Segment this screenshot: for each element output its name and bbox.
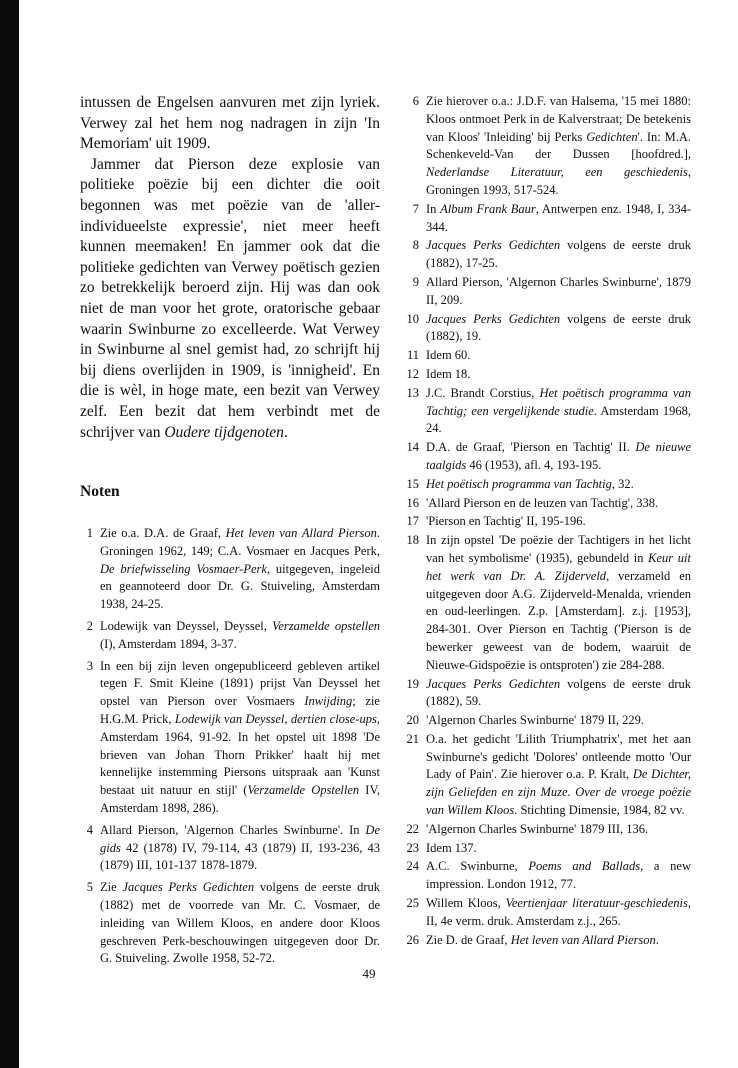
page-number: 49 <box>362 966 376 981</box>
text-run: 'Algernon Charles Swinburne' 1879 II, 229. <box>426 713 645 728</box>
italic-title: De briefwisseling Vosmaer-Perk <box>100 561 267 576</box>
italic-title: De nieuwe taalgids <box>426 440 691 472</box>
footnote-text <box>100 880 380 965</box>
footnote-number: 26 <box>406 932 419 947</box>
text-run: . <box>655 932 659 947</box>
text-run: . <box>283 423 288 441</box>
text-run: IV, Amsterdam 1898, 286). <box>100 783 380 816</box>
text-run: D.A. de Graaf, 'Pierson en Tachtig' II. <box>426 440 636 455</box>
footnote-text <box>426 477 634 491</box>
left-column <box>80 93 380 972</box>
footnote-25 <box>406 895 691 931</box>
footnote-5 <box>80 879 380 968</box>
text-run: Jammer dat Pierson deze explosie van politieke poëzie bij een dichter die ooit begonnen was met poëzie van de 'aller-individueelste expressie', niet meer heeft kunnen meemaken! En jammer ook dat die politieke gedichten van Verwey poëtisch gezien zo betrekkelijk beroerd zijn. Hij was dan ook niet de man voor het grote, oratorische gebaar waarin Swinburne zo excelleerde. Wat Verwey in Swinburne al snel gemist had, zo schrijft hij bij diens overlijden in 1909, is 'innigheid'. En die is wèl, in hoge mate, een bezit van Verwey zelf. Een bezit dat hem verbindt met de schrijver van <box>80 155 380 441</box>
notes-list-right <box>406 93 691 949</box>
text-run: 42 (1878) IV, 79-114, 43 (1879) II, 193-236, 43 (1879) III, 101-137 1878-1879. <box>100 840 380 873</box>
footnote-text <box>100 526 380 611</box>
italic-title: Album Frank Baur <box>440 201 536 216</box>
footnote-number: 8 <box>412 238 419 253</box>
text-run: J.C. Brandt Corstius, <box>426 385 540 400</box>
footnote-12 <box>406 366 691 384</box>
footnote-number: 3 <box>86 658 93 673</box>
text-run: , II, 4e verm. druk. Amsterdam z.j., 265. <box>426 896 691 928</box>
italic-title: Het leven van Allard Pierson <box>510 932 656 947</box>
italic-title: Jacques Perks Gedichten <box>426 238 561 253</box>
footnote-text <box>426 202 691 234</box>
footnote-text <box>426 822 648 836</box>
text-run: volgens de eerste druk (1882), 17-25. <box>426 238 691 271</box>
footnote-10 <box>406 311 691 347</box>
footnote-number: 4 <box>86 822 93 837</box>
footnote-number: 10 <box>406 311 419 326</box>
footnote-13 <box>406 385 691 438</box>
italic-title: Nederlandse Literatuur, een geschiedenis <box>426 165 688 180</box>
footnote-text <box>426 841 477 855</box>
text-run: ; zie H.G.M. Prick, <box>100 694 380 727</box>
italic-title: Jacques Perks Gedichten <box>122 880 255 895</box>
notes-list-left <box>80 525 380 968</box>
footnote-text <box>100 659 380 815</box>
italic-title: Inwijding <box>304 694 353 709</box>
footnote-text <box>426 312 691 344</box>
text-run: In een bij zijn leven ongepubliceerd gebleven artikel tegen F. Smit Kleine (1891) prijst Van Deyssel het opstel van Pierson over Vosmaers <box>100 658 380 709</box>
footnote-23 <box>406 840 691 858</box>
text-run: Idem 18. <box>426 366 471 381</box>
text-run: . Groningen 1962, 149; C.A. Vosmaer en Jacques Perk, <box>100 526 380 558</box>
footnote-number: 15 <box>406 476 419 491</box>
footnote-number: 17 <box>406 514 419 529</box>
footnote-text <box>426 896 691 928</box>
italic-title: Jacques Perks Gedichten <box>426 311 561 326</box>
italic-title: Jacques Perks Gedichten <box>426 676 561 691</box>
text-run: Allard Pierson, 'Algernon Charles Swinburne'. In <box>100 822 366 837</box>
body-text <box>80 93 380 443</box>
italic-title: Oudere tijdgenoten <box>164 423 284 441</box>
footnote-22 <box>406 821 691 839</box>
text-run: 46 (1953), afl. 4, 193-195. <box>466 457 602 472</box>
text-run: , a new impression. London 1912, 77. <box>426 859 691 892</box>
footnote-number: 11 <box>406 348 419 363</box>
footnote-text <box>426 533 691 672</box>
text-run: Lodewijk van Deyssel, Deyssel, <box>100 619 273 634</box>
text-run: . Stichting Dimensie, 1984, 82 vv. <box>514 803 685 818</box>
footnote-number: 5 <box>86 880 93 895</box>
text-run: , Groningen 1993, 517-524. <box>426 165 691 197</box>
text-run: (I), Amsterdam 1894, 3-37. <box>100 636 237 651</box>
footnote-17 <box>406 513 691 531</box>
footnote-8 <box>406 237 691 273</box>
body-paragraph-1 <box>80 93 380 155</box>
footnote-2 <box>80 618 380 654</box>
footnote-number: 23 <box>406 840 419 855</box>
right-column <box>406 93 691 950</box>
text-run: intussen de Engelsen aanvuren met zijn lyriek. Verwey zal het hem nog nadragen in zijn 'In Memoriam' uit 1909. <box>80 94 380 153</box>
text-run: volgens de eerste druk (1882) met de voorrede van Mr. C. Vosmaer, de inleiding van Willem Kloos, en andere door Kloos geschreven Perk-beschouwingen uitgegeven door Dr. G. Stuiveling. Zwolle 1958, 52-72. <box>100 880 380 966</box>
text-run: , verzameld en uitgegeven door A.G. Zijderveld-Menalda, vrienden en oud-leerlingen. Z.p. [Amsterdam]. z.j. [1953], 284-301. Over Pierson en Tachtig ('Pierson is de bewerker geweest van de bodem, waaruit de Nieuwe-Gidspoëzie is ontsproten') zie 284-288. <box>426 568 691 672</box>
footnote-number: 24 <box>406 859 419 874</box>
footnote-text <box>426 933 659 947</box>
footnote-number: 1 <box>86 526 93 541</box>
italic-title: Keur uit het werk van Dr. A. Zijderveld <box>426 550 692 583</box>
text-run: Zie <box>100 880 123 895</box>
notes-heading: Noten <box>80 483 120 501</box>
footnote-text <box>426 238 691 270</box>
footnote-19 <box>406 676 691 712</box>
footnote-9 <box>406 274 691 310</box>
text-run: . Amsterdam 1968, 24. <box>426 403 691 436</box>
italic-title: Het leven van Allard Pierson <box>225 526 377 541</box>
footnote-text <box>426 713 644 727</box>
footnote-18 <box>406 532 691 674</box>
italic-title: Veertienjaar literatuur-geschiedenis <box>505 896 688 911</box>
footnote-number: 21 <box>406 731 419 746</box>
footnote-number: 22 <box>406 821 419 836</box>
text-run: Idem 60. <box>426 348 471 363</box>
text-run: , Antwerpen enz. 1948, I, 334-344. <box>426 201 691 234</box>
italic-title: Verzamelde opstellen <box>272 619 380 634</box>
footnote-text <box>426 732 691 817</box>
text-run: 'Algernon Charles Swinburne' 1879 III, 136. <box>426 821 649 836</box>
footnote-text <box>426 94 691 197</box>
footnote-11 <box>406 347 691 365</box>
footnote-number: 12 <box>406 366 419 381</box>
footnote-text <box>426 386 691 436</box>
text-run: '. In: M.A. Schenkeveld-Van der Dussen [hoofdred.], <box>426 129 692 162</box>
text-run: O.a. het gedicht 'Lilith Triumphatrix', met het aan Swinburne's gedicht 'Dolores' ontleende motto 'Our Lady of Pain'. Zie hierover o.a. P. Kralt, <box>426 731 691 782</box>
footnote-text <box>426 367 470 381</box>
text-run: Zie o.a. D.A. de Graaf, <box>100 526 226 541</box>
italic-title: Het poëtisch programma van Tachtig; een vergelijkende studie <box>426 385 691 418</box>
italic-title: Verzamelde Opstellen <box>247 783 360 798</box>
text-run: 'Pierson en Tachtig' II, 195-196. <box>426 514 586 529</box>
italic-title: Poems and Ballads <box>528 859 641 874</box>
footnote-3 <box>80 658 380 818</box>
text-run: Zie hierover o.a.: J.D.F. van Halsema, '15 mei 1880: Kloos ontmoet Perk in de Kalverstraat; De betekenis van Kloos' 'Inleiding' bij Perks <box>426 94 691 144</box>
text-run: , uitgegeven, ingeleid en geannoteerd door Dr. G. Stuiveling, Amsterdam 1938, 24-25. <box>100 561 381 612</box>
footnote-text <box>100 619 380 651</box>
text-run: Allard Pierson, 'Algernon Charles Swinburne', 1879 II, 209. <box>426 274 691 307</box>
footnote-text <box>426 677 691 709</box>
footnote-number: 25 <box>406 896 419 911</box>
footnote-number: 18 <box>406 533 419 548</box>
footnote-20 <box>406 712 691 730</box>
footnote-text <box>426 496 658 510</box>
text-run: 'Allard Pierson en de leuzen van Tachtig', 338. <box>426 495 659 510</box>
text-run: Zie D. de Graaf, <box>426 932 511 947</box>
footnote-6 <box>406 93 691 200</box>
text-run: volgens de eerste druk (1882), 19. <box>426 311 691 344</box>
footnote-number: 13 <box>406 385 419 400</box>
footnote-4 <box>80 822 380 875</box>
text-run: volgens de eerste druk (1882), 59. <box>426 676 691 709</box>
italic-title: Lodewijk van Deyssel, dertien close-ups <box>174 712 377 727</box>
footnote-text <box>426 275 691 307</box>
text-run: Idem 137. <box>426 840 477 855</box>
text-run: Willem Kloos, <box>426 896 506 911</box>
footnote-number: 14 <box>406 440 419 455</box>
footnote-1 <box>80 525 380 614</box>
footnote-15 <box>406 476 691 494</box>
text-run: , 32. <box>611 476 634 491</box>
scan-edge-bar <box>0 0 19 1068</box>
footnote-text <box>426 348 470 362</box>
italic-title: De gids <box>100 822 380 855</box>
footnote-number: 20 <box>406 713 419 728</box>
footnote-24 <box>406 858 691 894</box>
footnote-14 <box>406 439 691 475</box>
footnote-16 <box>406 495 691 513</box>
footnote-number: 19 <box>406 676 419 691</box>
footnote-text <box>426 440 691 472</box>
footnote-text <box>426 859 691 891</box>
footnote-21 <box>406 731 691 820</box>
footnote-number: 9 <box>412 274 419 289</box>
body-paragraph-2 <box>80 155 380 443</box>
footnote-text <box>426 514 586 528</box>
text-run: In zijn opstel 'De poëzie der Tachtigers in het licht van het symbolisme' (1935), gebundeld in <box>426 533 691 565</box>
footnote-text <box>100 823 380 873</box>
text-run: In <box>426 201 441 216</box>
footnote-number: 2 <box>86 619 93 634</box>
footnote-26 <box>406 932 691 950</box>
text-run: A.C. Swinburne, <box>426 859 529 874</box>
italic-title: Het poëtisch programma van Tachtig <box>426 476 612 491</box>
italic-title: Gedichten <box>586 129 638 144</box>
italic-title: De Dichter, zijn Geliefden en zijn Muze. Over de vroege poëzie van Willem Kloos <box>426 767 692 818</box>
footnote-7 <box>406 201 691 237</box>
footnote-number: 7 <box>412 201 419 216</box>
footnote-number: 16 <box>406 495 419 510</box>
text-run: , Amsterdam 1964, 91-92. In het opstel uit 1898 'De brieven van Johan Thorn Prikker' haalt hij met kennelijke instemming Piersons uitspraak aan 'Kunst bestaat uit natuur en stijl' ( <box>100 712 380 798</box>
footnote-number: 6 <box>412 94 419 108</box>
